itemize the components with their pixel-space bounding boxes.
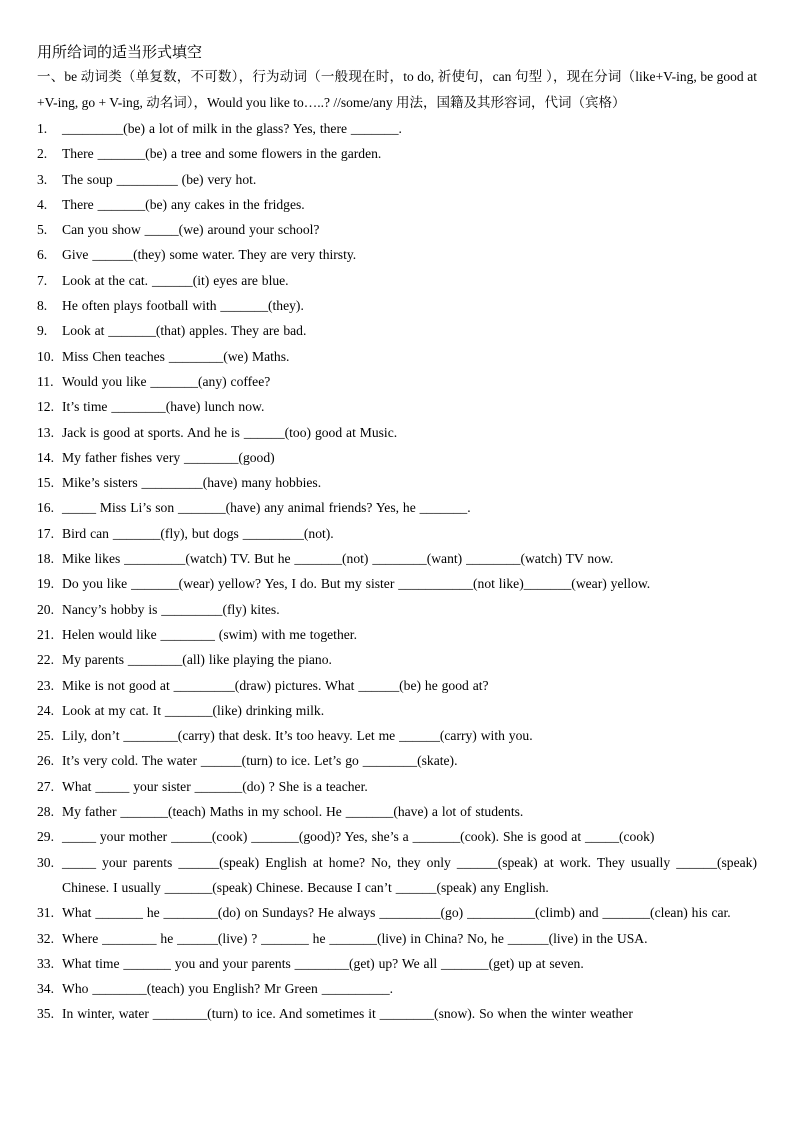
exercise-number: 4. (37, 196, 48, 212)
exercise-item (37, 597, 757, 622)
exercise-text: Look at the cat. ______(it) eyes are blue. (62, 272, 289, 288)
exercise-item (37, 723, 757, 748)
exercise-number: 30. (37, 854, 54, 870)
exercise-number: 31. (37, 905, 54, 921)
exercise-text: It’s very cold. The water ______(turn) to ice. Let’s go ________(skate). (62, 753, 458, 769)
exercise-item (37, 116, 757, 141)
exercise-item (37, 926, 757, 951)
exercise-text: _____ Miss Li’s son _______(have) any animal friends? Yes, he _______. (62, 500, 471, 516)
exercise-text: Mike’s sisters _________(have) many hobbies. (62, 475, 322, 491)
exercise-number: 33. (37, 955, 54, 971)
exercise-number: 21. (37, 626, 54, 642)
exercise-number: 5. (37, 222, 48, 238)
exercise-item (37, 242, 757, 267)
exercise-item (37, 976, 757, 1001)
exercise-text: In winter, water ________(turn) to ice. And sometimes it ________(snow). So when the winter weather (62, 1006, 633, 1022)
exercise-text: It’s time ________(have) lunch now. (62, 399, 265, 415)
exercise-text: My parents ________(all) like playing the piano. (62, 652, 332, 668)
exercise-number: 2. (37, 146, 48, 162)
exercise-text: Mike is not good at _________(draw) pictures. What ______(be) he good at? (62, 677, 489, 693)
exercise-number: 6. (37, 247, 48, 263)
exercise-item (37, 268, 757, 293)
exercise-text: Give ______(they) some water. They are very thirsty. (62, 247, 357, 263)
exercise-number: 27. (37, 778, 54, 794)
exercise-item (37, 445, 757, 470)
worksheet-page (37, 40, 757, 1027)
exercise-item (37, 293, 757, 318)
exercise-text: Who ________(teach) you English? Mr Green __________. (62, 981, 394, 997)
exercise-item (37, 571, 757, 596)
exercise-text: Where ________ he ______(live) ? _______ he _______(live) in China? No, he ______(live) in the USA. (62, 930, 648, 946)
exercise-number: 12. (37, 399, 54, 415)
exercise-text: There _______(be) any cakes in the fridges. (62, 196, 305, 212)
exercise-text: Mike likes _________(watch) TV. But he _______(not) ________(want) ________(watch) TV now. (62, 551, 614, 567)
exercise-item (37, 546, 757, 571)
exercise-text: Miss Chen teaches ________(we) Maths. (62, 348, 290, 364)
exercise-item (37, 698, 757, 723)
exercise-item (37, 167, 757, 192)
exercise-item (37, 318, 757, 343)
exercise-number: 16. (37, 500, 54, 516)
exercise-text: What time _______ you and your parents ________(get) up? We all _______(get) up at seven. (62, 955, 584, 971)
exercise-number: 28. (37, 804, 54, 820)
exercise-item (37, 420, 757, 445)
exercise-number: 11. (37, 373, 54, 389)
exercise-item (37, 192, 757, 217)
exercise-number: 34. (37, 981, 54, 997)
exercise-item (37, 521, 757, 546)
exercise-number: 1. (37, 121, 48, 136)
exercise-item (37, 1001, 757, 1026)
exercise-item (37, 141, 757, 166)
exercise-number: 19. (37, 576, 54, 592)
section-intro: 一、be 动词类（单复数，不可数），行为动词（一般现在时，to do, 祈使句，can 句型 ），现在分词（like+V-ing, be good at +V-ing, go + V-ing, 动名词），Would you like to…..? //some/any 用法，国籍及其形容词，代词（宾格） (37, 69, 757, 110)
exercise-number: 24. (37, 702, 54, 718)
exercise-item (37, 951, 757, 976)
exercise-item (37, 824, 757, 849)
worksheet-title: 用所给词的适当形式填空 (37, 43, 203, 61)
exercise-number: 3. (37, 171, 48, 187)
exercise-item (37, 673, 757, 698)
exercise-text: There _______(be) a tree and some flowers in the garden. (62, 146, 382, 162)
exercise-number: 25. (37, 728, 54, 744)
exercise-item (37, 900, 757, 925)
exercise-text: Helen would like ________ (swim) with me together. (62, 626, 357, 642)
exercise-text: _____ your parents ______(speak) English at home? No, they only ______(speak) at work. They usually ______(speak) Chinese. I usually _______(speak) Chinese. Because I can’t ______(speak) any English. (62, 854, 757, 895)
exercise-number: 20. (37, 601, 54, 617)
exercise-number: 8. (37, 298, 48, 314)
exercise-number: 15. (37, 475, 54, 491)
exercise-item (37, 495, 757, 520)
exercise-number: 29. (37, 829, 54, 845)
exercise-item (37, 647, 757, 672)
exercise-text: Do you like _______(wear) yellow? Yes, I do. But my sister ___________(not like)_______(wear) yellow. (62, 576, 651, 592)
exercise-text: Look at _______(that) apples. They are bad. (62, 323, 307, 339)
exercise-text: Nancy’s hobby is _________(fly) kites. (62, 601, 280, 617)
exercise-number: 18. (37, 551, 54, 567)
exercise-number: 10. (37, 348, 54, 364)
exercise-item (37, 369, 757, 394)
exercise-number: 32. (37, 930, 54, 946)
exercise-number: 26. (37, 753, 54, 769)
exercise-item (37, 217, 757, 242)
exercise-item (37, 799, 757, 824)
exercise-number: 13. (37, 424, 54, 440)
exercise-text: What _____ your sister _______(do) ? She is a teacher. (62, 778, 368, 794)
exercise-item (37, 394, 757, 419)
exercise-text: Lily, don’t ________(carry) that desk. It’s too heavy. Let me ______(carry) with you. (62, 728, 533, 744)
exercise-number: 7. (37, 272, 48, 288)
exercise-text: Look at my cat. It _______(like) drinking milk. (62, 702, 325, 718)
exercise-text: _____ your mother ______(cook) _______(good)? Yes, she’s a _______(cook). She is good at _____(cook) (62, 829, 655, 845)
exercise-number: 22. (37, 652, 54, 668)
exercise-text: My father _______(teach) Maths in my school. He _______(have) a lot of students. (62, 804, 524, 820)
exercise-text: He often plays football with _______(they). (62, 298, 304, 314)
exercise-item (37, 748, 757, 773)
exercise-item (37, 470, 757, 495)
exercise-item (37, 622, 757, 647)
exercise-number: 23. (37, 677, 54, 693)
exercise-number: 14. (37, 449, 54, 465)
exercise-text: The soup _________ (be) very hot. (62, 171, 257, 187)
exercise-number: 17. (37, 525, 54, 541)
exercise-number: 9. (37, 323, 48, 339)
exercise-text: _________(be) a lot of milk in the glass? Yes, there _______. (62, 121, 402, 136)
exercise-text: Can you show _____(we) around your school? (62, 222, 320, 238)
exercise-text: Would you like _______(any) coffee? (62, 373, 271, 389)
exercise-item (37, 344, 757, 369)
exercise-list (37, 116, 757, 1027)
exercise-text: Jack is good at sports. And he is ______(too) good at Music. (62, 424, 398, 440)
exercise-item (37, 774, 757, 799)
exercise-text: Bird can _______(fly), but dogs _________(not). (62, 525, 334, 541)
exercise-number: 35. (37, 1006, 54, 1022)
exercise-text: What _______ he ________(do) on Sundays? He always _________(go) __________(climb) and _______(clean) his car. (62, 905, 731, 921)
exercise-text: My father fishes very ________(good) (62, 449, 275, 465)
exercise-item (37, 850, 757, 901)
